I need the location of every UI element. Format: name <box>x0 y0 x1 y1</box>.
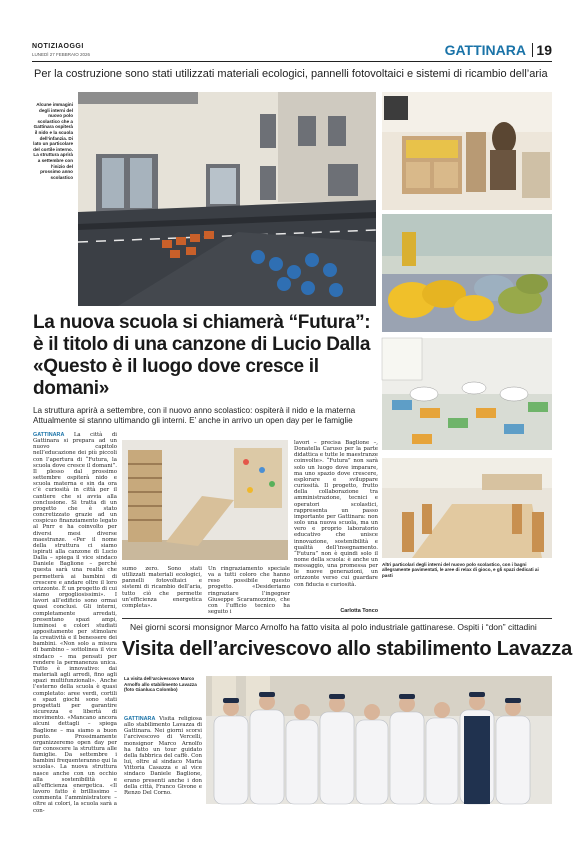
article1-column-1 <box>33 432 117 814</box>
article2-kicker: Nei giorni scorsi monsignor Marco Arnolfo ha fatto visita al polo industriale gattinarese. Ospiti i “don” cittadini <box>130 622 537 632</box>
headline-line-2: è il titolo di una canzone di Lucio Dalla <box>33 334 371 355</box>
courtyard-caption: Alcune immagini degli interni del nuovo polo scolastico che a Gattinara ospiterà il nido e la scuola dell’infanzia. Di lato un particolare del cortile interno. La struttura aprirà a settembre con l’inizio del prossimo anno scolastico <box>33 102 73 180</box>
article1-column-4 <box>294 440 378 616</box>
article1-col1-text: La città di Gattinara si prepara ad un nuovo capitolo nell’educazione dei più piccoli con l’apertura di “Futura, la scuola dove cresce il domani”. Il plesso dal prossimo settembre ospiterà nido e scuola materna e sin da ora c’è curiosità in città per il cantiere che si avvia alla conclusione. Si tratta di un progetto che è stato concretizzato grazie ad un cospicuo finanziamento legato al Pnrr e ha coinvolto per diversi mesi diverse maestranze. «Per il nome della struttura ci siamo ispirati alla canzone di Lucio Dalla – spiega il vice sindaco Daniele Baglione – perché questa sarà una realtà che permetterà ai bambini di crescere e andare oltre il loro orizzonte. È un progetto di cui siamo orgogliosissimi». I lavori all’edificio sono ormai quasi conclusi. Gli interni, completamente arredati, presentano spazi ampi, luminosi e colori studiati appositamente per stimolare la creatività e il benessere dei bambini. «Non solo a misura di bambino – sottolinea il vice sindaco – ma pensati per rendere la permanenza unica. Tutto è innovativo: dai materiali agli arredi, fino agli spazi multifunzionali». Anche l’esterno della scuola è quasi completato: aree verdi, cortili e spazi giochi sono stati progettati per garantire sicurezza e libertà di movimento. «Mancano ancora alcuni dettagli – spiega Baglione – ma siamo a buon punto. Prossimamente organizzeremo open day per far conoscere la struttura alle famiglie. Da settembre i bambini frequenteranno qui la scuola». La nuova struttura nasce anche con un occhio alla sostenibilità e all’efficienza energetica. «Il lavoro fatto è brillissimo – commenta l’amministratore – oltre ai colori, la scuola sarà a con- <box>33 432 117 814</box>
courtyard-photo <box>78 92 376 306</box>
masthead: NOTIZIAOGGI <box>32 43 84 50</box>
article2-dateline: GATTINARA <box>124 716 156 722</box>
article1-col3-text: Un ringraziamento speciale va a tutti coloro che hanno reso possibile questo progetto. «Desideriamo ringraziare l’ingegner Giuseppe Scaramozzino, che con l’ufficio tecnico ha seguito i <box>208 566 290 616</box>
article2-body <box>124 716 202 816</box>
visit-group-photo <box>206 676 552 804</box>
play-area-photo <box>382 214 552 332</box>
page-header <box>32 40 552 62</box>
bathroom-photo <box>382 338 552 450</box>
climbing-wall-photo <box>122 440 288 560</box>
article2-body-text: Visita religiosa allo stabilimento Lavazza di Gattinara. Nei giorni scorsi l’arcivescovo di Vercelli, monsignor Marco Arnolfo ha fatto un tour guidato della fabbrica del caffè. Con lui, oltre al sindaco Maria Vittoria Casazza e al vice sindaco Daniele Baglione, erano presenti anche i don della città, Franco Givone e Renzo Del Corno. <box>124 716 202 796</box>
page-number: 19 <box>536 42 552 58</box>
article1-column-3 <box>208 566 290 626</box>
article1-dateline: GATTINARA <box>33 432 65 438</box>
article-divider <box>122 618 552 619</box>
article1-subhead <box>33 406 378 426</box>
page-separator <box>532 43 533 57</box>
article1-col4-text: lavori – precisa Baglione –, Donatella Caruso per la parte didattica e tutte le maestranze coinvolte». “Futura” non sarà solo un luogo dove imparare, ma uno spazio dove crescere, esplorare e sviluppare curiosità. Il progetto, frutto della collaborazione tra amministrazione, tecnici e operatori scolastici, rappresenta un passo importante per Gattinara: non solo una nuova scuola, ma un vero e proprio laboratorio educativo che unisce innovazione, sostenibilità e qualità dell’insegnamento. “Futura” non è quindi solo il nome della scuola: è anche un messaggio, una promessa per le nuove generazioni, un orizzonte verso cui guardare con fiducia e curiosità. <box>294 440 378 588</box>
classroom-photo <box>382 92 552 210</box>
article1-col2-text: sumo zero. Sono stati utilizzati materiali ecologici, pannelli fotovoltaici e sistemi di ricambio dell’aria, tutto ciò che permette un’efficienza energetica completa». <box>122 566 202 609</box>
article2-headline: Visita dell’arcivescovo allo stabilimento Lavazza <box>122 638 573 660</box>
canteen-photo <box>382 458 552 558</box>
headline-line-1: La nuova scuola si chiamerà “Futura”: <box>33 312 371 333</box>
interiors-caption: Altri particolari degli interni del nuovo polo scolastico, con i bagni allegramente pavimentati, le aree di relax di gioco, e gli spazi dedicati ai pasti <box>382 562 539 578</box>
article1-column-2 <box>122 566 202 626</box>
subhead-line-2: Attualmente si stanno ultimando gli interni. E’ anche in arrivo un open day per le famiglie <box>33 416 353 425</box>
subhead-line-1: La struttura aprirà a settembre, con il nuovo anno scolastico: ospiterà il nido e la materna <box>33 406 356 415</box>
issue-date: LUNEDÌ 27 FEBBRAIO 2026 <box>32 52 91 57</box>
article1-kicker: Per la costruzione sono stati utilizzati materiali ecologici, pannelli fotovoltaici e sistemi di ricambio dell’aria <box>34 68 548 80</box>
article2-photo-caption: La visita dell’arcivescovo Marco Arnolfo allo stabilimento Lavazza (foto Gianluca Colombo) <box>124 676 197 693</box>
headline-line-3: «Questo è il luogo dove cresce il domani» <box>33 356 319 399</box>
section-title: GATTINARA <box>444 42 526 58</box>
article1-byline-box <box>294 602 378 614</box>
article1-headline <box>33 312 378 400</box>
article1-byline: Carlotta Tonco <box>340 607 378 614</box>
